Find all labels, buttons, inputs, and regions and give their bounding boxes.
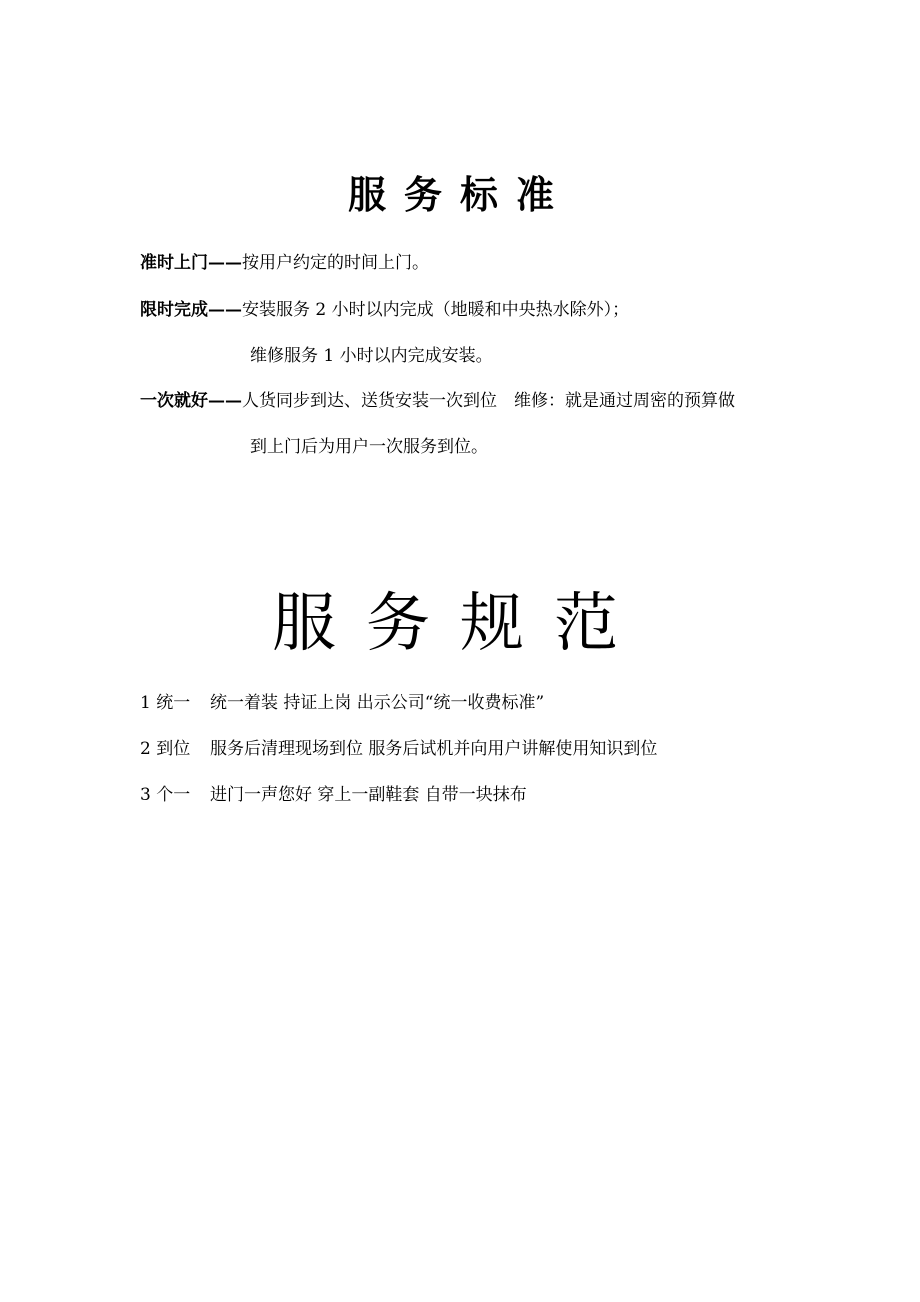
standard-row-lead: 一次就好—— bbox=[140, 391, 242, 411]
norms-item-number: 2 到位 bbox=[140, 739, 191, 759]
standard-row-lead: 限时完成—— bbox=[140, 300, 242, 320]
norms-item-number: 3 个一 bbox=[140, 785, 191, 805]
standard-row-one-time bbox=[140, 389, 735, 413]
norms-item-unified bbox=[140, 691, 544, 715]
standard-row-text: 安装服务 2 小时以内完成（地暖和中央热水除外）； bbox=[242, 300, 630, 320]
service-standard-title: 服务标准 bbox=[347, 172, 572, 217]
norms-item-three-ones bbox=[140, 783, 527, 807]
standard-row-one-time-continued bbox=[250, 435, 488, 459]
norms-item-in-place bbox=[140, 737, 657, 761]
standard-row-time-limit bbox=[140, 298, 629, 322]
norms-item-number: 1 统一 bbox=[140, 693, 191, 713]
standard-row-time-limit-continued bbox=[250, 344, 493, 368]
standard-row-text: 人货同步到达、送货安装一次到位 维修：就是通过周密的预算做 bbox=[242, 391, 735, 411]
norms-item-text: 统一着装 持证上岗 出示公司“统一收费标准” bbox=[210, 693, 545, 713]
standard-row-text: 维修服务 1 小时以内完成安装。 bbox=[250, 346, 493, 366]
norms-item-text: 服务后清理现场到位 服务后试机并向用户讲解使用知识到位 bbox=[210, 739, 658, 759]
standard-row-text: 按用户约定的时间上门。 bbox=[242, 253, 429, 273]
norms-item-text: 进门一声您好 穿上一副鞋套 自带一块抹布 bbox=[210, 785, 527, 805]
standard-row-on-time bbox=[140, 251, 429, 275]
standard-row-text: 到上门后为用户一次服务到位。 bbox=[250, 437, 488, 457]
service-norms-title: 服务规范 bbox=[272, 587, 648, 661]
standard-row-lead: 准时上门—— bbox=[140, 253, 242, 273]
